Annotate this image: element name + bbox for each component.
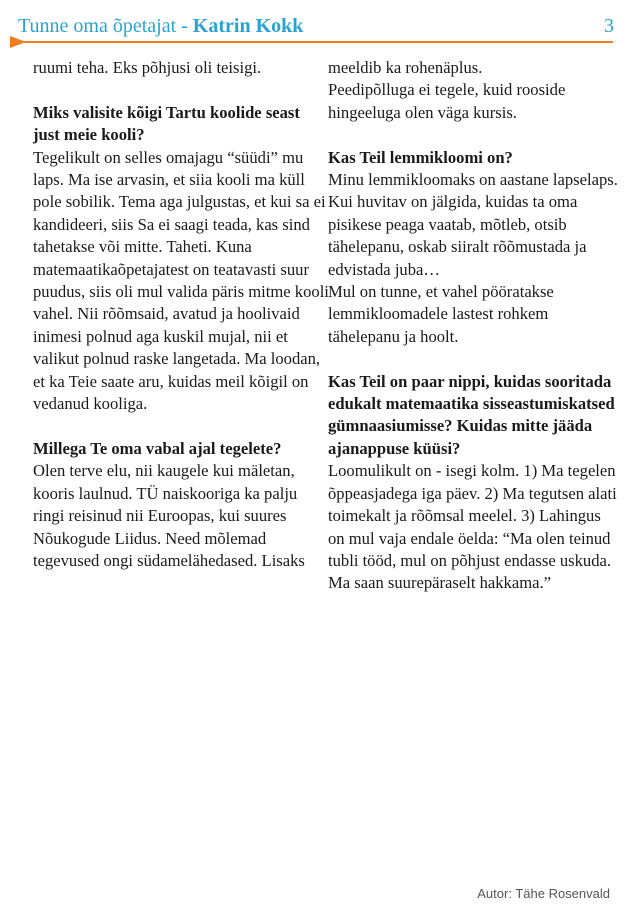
page-header [18, 14, 614, 38]
question-heading: Miks valisite kõigi Tartu koolide seast just meie kooli? [33, 102, 300, 145]
answer-text: Loomulikult on - isegi kolm. 1) Ma tegelen õppeasjadega iga päev. 2) Ma tegutsen alati toimekalt ja rõõmsal meelel. 3) Lahingus on mul vaja endale öelda: “Ma olen teinud tubli tööd, mul on põhjust endasse uskuda. Ma saan suurepäraselt hakkama.” [328, 461, 617, 593]
qa-why-this-school [33, 102, 329, 416]
left-column-intro [33, 57, 329, 79]
qa-free-time [33, 438, 329, 572]
teacher-name: Katrin Kokk [192, 15, 304, 37]
qa-exam-tips [328, 371, 618, 595]
answer-text: Olen terve elu, nii kaugele kui mäletan, kooris laulnud. TÜ naiskooriga ka palju ringi reisinud nii Euroopas, kui suures Nõukogude Liidus. Need mõlemad tegevused ongi südamelähedased. Lisaks [33, 461, 305, 570]
author-credit: Autor: Tähe Rosenvald [477, 886, 610, 901]
left-column [33, 57, 329, 572]
page-number: 3 [604, 15, 614, 37]
header-rule [20, 41, 613, 43]
question-heading: Kas Teil on paar nippi, kuidas sooritada edukalt matemaatika sisseastumiskatsed gümnaasiumisse? Kuidas mitte jääda ajanappuse küüsi? [328, 371, 615, 458]
right-column [328, 57, 618, 595]
intro-text: meeldib ka rohenäplus. Peedipõlluga ei tegele, kuid rooside hingeeluga olen väga kursis. [328, 58, 566, 122]
question-heading: Millega Te oma vabal ajal tegelete? [33, 438, 282, 458]
answer-text: Minu lemmikloomaks on aastane lapselaps. Kui huvitav on jälgida, kuidas ta oma pisikese peaga vaatab, mõtleb, otsib tähelepanu, oskab siiralt rõõmustada ja edvistada juba… Mul on tunne, et vahel pööratakse lemmikloomadele lastest rohkem tähelepanu ja hoolt. [328, 170, 618, 346]
question-heading: Kas Teil lemmikloomi on? [328, 147, 513, 167]
header-title-prefix: Tunne oma õpetajat - [18, 15, 193, 37]
header-title [18, 14, 303, 38]
right-column-intro [328, 57, 618, 124]
intro-text: ruumi teha. Eks põhjusi oli teisigi. [33, 58, 262, 77]
answer-text: Tegelikult on selles omajagu “süüdi” mu laps. Ma ise arvasin, et siia kooli ma küll pole sobilik. Tema aga julgustas, et kui sa ei kandideeri, siis Sa ei saagi teada, kas sind tahetakse või mitte. Taheti. Kuna matemaatikaõpetajatest on teatavasti suur puudus, siis oli mul valida päris mitme kooli vahel. Nii rõõmsaid, avatud ja hoolivaid inimesi polnud aga kuskil mujal, nii et valikut polnud raske langetada. Ma loodan, et ka Teie saate aru, kuidas meil kõigil on vedanud kooliga. [33, 147, 329, 414]
qa-pets [328, 147, 618, 349]
